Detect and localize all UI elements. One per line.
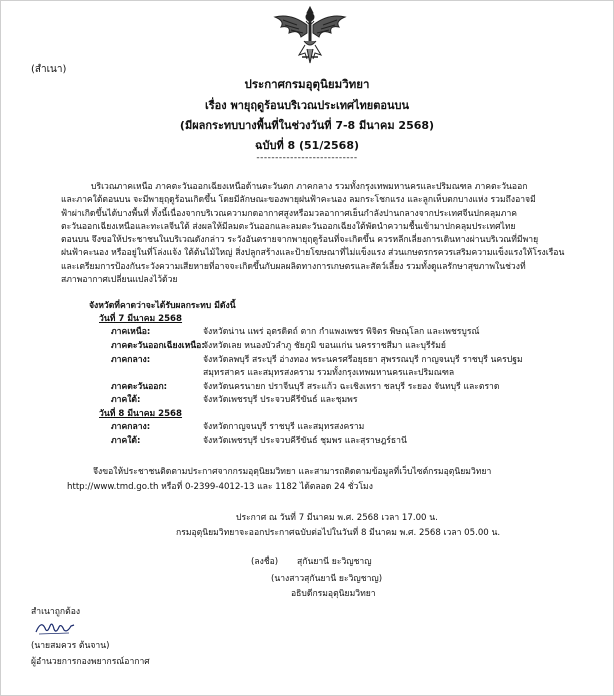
body-line: และภาคใต้ตอนบน จะมีพายุฤดูร้อนเกิดขึ้น โดยมีลักษณะของพายุฝนฟ้าคะนอง ลมกระโชกแรง และลูกเห็บตกบางแห่ง รวมถึงอาจมี bbox=[61, 195, 536, 206]
day1-provinces-south: จังหวัดเพชรบุรี ประจวบคีรีขันธ์ และชุมพร bbox=[203, 395, 358, 405]
body-line: และเตรียมการป้องกันระวังความเสียหายที่อาจจะเกิดขึ้นกับผลผลิตทางการเกษตรและสัตว์เลี้ยง รวมทั้งดูแลรักษาสุขภาพในช่วงที่ bbox=[61, 261, 526, 272]
certifier-name: (นายสมควร ต้นจาน) bbox=[31, 641, 110, 651]
day1-provinces-east: จังหวัดนครนายก ปราจีนบุรี สระแก้ว ฉะเชิงเทรา ชลบุรี ระยอง จันทบุรี และตราด bbox=[203, 382, 500, 392]
impact-period: (มีผลกระทบบางพื้นที่ในช่วงวันที่ 7-8 มีนาคม 2568) bbox=[179, 119, 435, 132]
day1-region-northeast: ภาคตะวันออกเฉียงเหนือ: bbox=[111, 341, 205, 351]
contact-website-line: http://www.tmd.go.th หรือที่ 0-2399-4012-13 และ 1182 ได้ตลอด 24 ชั่วโมง bbox=[67, 482, 373, 492]
announcement-subject: เรื่อง พายุฤดูร้อนบริเวณประเทศไทยตอนบน bbox=[204, 99, 409, 112]
day2-date: วันที่ 8 มีนาคม 2568 bbox=[99, 409, 183, 419]
signed-label: (ลงชื่อ) bbox=[251, 557, 279, 567]
separator-line: --------------------------- bbox=[256, 153, 358, 163]
announcement-title: ประกาศกรมอุตุนิยมวิทยา bbox=[244, 77, 370, 91]
day2-region-central: ภาคกลาง: bbox=[111, 422, 151, 432]
announced-datetime: ประกาศ ณ วันที่ 7 มีนาคม พ.ศ. 2568 เวลา 17.00 น. bbox=[236, 513, 438, 523]
body-line: ตะวันออกเฉียงเหนือและทะเลจีนใต้ ส่งผลให้มีลมตะวันออกและลมตะวันออกเฉียงใต้พัดนำความชื้นเข้ามาปกคลุมประเทศไทย bbox=[61, 221, 516, 232]
day1-date: วันที่ 7 มีนาคม 2568 bbox=[99, 314, 183, 324]
day2-provinces-south: จังหวัดเพชรบุรี ประจวบคีรีขันธ์ ชุมพร และสุราษฎร์ธานี bbox=[203, 436, 407, 446]
day1-region-north: ภาคเหนือ: bbox=[111, 327, 151, 337]
garuda-emblem bbox=[271, 3, 349, 65]
certified-copy-label: สำเนาถูกต้อง bbox=[31, 607, 81, 617]
body-line: ฟ้าผ่าเกิดขึ้นได้บางพื้นที่ ทั้งนี้เนื่องจากบริเวณความกดอากาศสูงหรือมวลอากาศเย็นกำลังปานกลางจากประเทศจีนปกคลุมภาค bbox=[61, 208, 518, 219]
contact-line: จึงขอให้ประชาชนติดตามประกาศจากกรมอุตุนิยมวิทยา และสามารถติดตามข้อมูลที่เว็บไซต์กรมอุตุนิยมวิทยา bbox=[93, 467, 492, 477]
day1-provinces-central: จังหวัดลพบุรี สระบุรี อ่างทอง พระนครศรีอยุธยา สุพรรณบุรี กาญจนบุรี ราชบุรี นครปฐม bbox=[203, 355, 523, 365]
day1-region-south: ภาคใต้: bbox=[111, 395, 141, 405]
day1-region-east: ภาคตะวันออก: bbox=[111, 382, 168, 392]
issue-number: ฉบับที่ 8 (51/2568) bbox=[254, 139, 360, 152]
day2-region-south: ภาคใต้: bbox=[111, 436, 141, 446]
day1-provinces-north: จังหวัดน่าน แพร่ อุตรดิตถ์ ตาก กำแพงเพชร พิจิตร พิษณุโลก และเพชรบูรณ์ bbox=[203, 327, 480, 337]
day1-provinces-central-cont: สมุทรสาคร และสมุทรสงคราม รวมทั้งกรุงเทพมหานครและปริมณฑล bbox=[203, 368, 455, 378]
body-line: สภาพอากาศเปลี่ยนแปลงไว้ด้วย bbox=[61, 275, 178, 286]
body-line: บริเวณภาคเหนือ ภาคตะวันออกเฉียงเหนือด้านตะวันตก ภาคกลาง รวมทั้งกรุงเทพมหานครและปริมณฑล ภาคตะวันออก bbox=[91, 182, 528, 192]
copy-label: (สำเนา) bbox=[31, 64, 67, 75]
next-issue-note: กรมอุตุนิยมวิทยาจะออกประกาศฉบับต่อไปในวันที่ 8 มีนาคม พ.ศ. 2568 เวลา 05.00 น. bbox=[176, 528, 501, 538]
day1-provinces-northeast: จังหวัดเลย หนองบัวลำภู ชัยภูมิ ขอนแก่น นครราชสีมา และบุรีรัมย์ bbox=[203, 341, 446, 351]
body-paragraph bbox=[61, 181, 589, 287]
handwritten-signature bbox=[33, 618, 77, 638]
day1-region-central: ภาคกลาง: bbox=[111, 355, 151, 365]
signer-name: สุกันยานี ยะวิญชาญ bbox=[297, 557, 372, 567]
signer-full-name: (นางสาวสุกันยานี ยะวิญชาญ) bbox=[271, 574, 383, 584]
certifier-title: ผู้อำนวยการกองพยากรณ์อากาศ bbox=[31, 657, 150, 667]
body-line: ฝนฟ้าคะนอง หรืออยู่ในที่โล่งแจ้ง ใต้ต้นไม้ใหญ่ สิ่งปลูกสร้างและป้ายโฆษณาที่ไม่แข็งแรง ส่วนเกษตรกรควรเสริมความแข็งแรงให้โรงเรือน bbox=[61, 248, 565, 259]
body-line: ตอนบน จึงขอให้ประชาชนในบริเวณดังกล่าว ระวังอันตรายจากพายุฤดูร้อนที่จะเกิดขึ้น ควรหลีกเลี่ยงการเดินทางผ่านบริเวณที่มีพายุ bbox=[61, 235, 539, 246]
day2-provinces-central: จังหวัดกาญจนบุรี ราชบุรี และสมุทรสงคราม bbox=[203, 422, 365, 432]
signer-title: อธิบดีกรมอุตุนิยมวิทยา bbox=[291, 589, 376, 599]
affected-heading: จังหวัดที่คาดว่าจะได้รับผลกระทบ มีดังนี้ bbox=[89, 301, 236, 311]
